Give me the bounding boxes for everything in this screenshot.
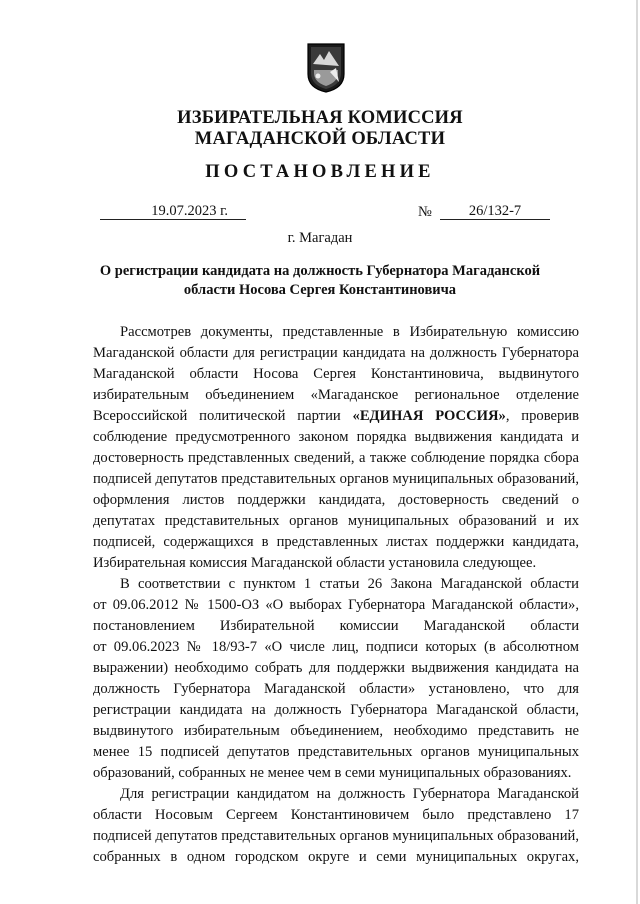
- body-text: [93, 322, 579, 868]
- coat-of-arms-emblem: [306, 42, 346, 94]
- number-sign: №: [418, 204, 432, 220]
- party-suffix: , проверив: [505, 408, 579, 424]
- paragraph-line: В соответствии с пунктом 1 статьи 26 Закона Магаданской области: [120, 576, 579, 592]
- paragraph-line: депутатах представительных органов муниципальных образований и их: [93, 513, 579, 529]
- paragraph-line: менее 15 подписей депутатов представительных органов муниципальных: [93, 744, 579, 760]
- party-text: Всероссийской политической партии: [93, 408, 341, 424]
- paragraph-line: постановлением Избирательной комиссии Магаданской области: [93, 618, 579, 634]
- page-edge-divider: [636, 0, 638, 904]
- document-number: 26/132-7: [440, 204, 550, 220]
- document-date: 19.07.2023 г.: [100, 204, 246, 220]
- party-name: «ЕДИНАЯ РОССИЯ»: [352, 408, 506, 424]
- paragraph-line: соблюдение предусмотренного законом порядка выдвижения кандидата и: [93, 429, 579, 445]
- paragraph-line: подписей, содержащихся в представленных листах поддержки кандидата,: [93, 534, 579, 550]
- paragraph-line: достоверность представленных сведений, а также соблюдение порядка сбора: [93, 450, 579, 466]
- org-title-line1: ИЗБИРАТЕЛЬНАЯ КОМИССИЯ: [177, 108, 463, 128]
- paragraph-line: Магаданской области для регистрации кандидата на должность Губернатора: [93, 345, 579, 361]
- paragraph-line: образований, собранных не менее чем в семи муниципальных образованиях.: [93, 765, 572, 781]
- paragraph-line: подписей депутатов представительных органов муниципальных образований,: [93, 471, 579, 487]
- paragraph-line: подписей депутатов представительных органов муниципальных образований,: [93, 828, 579, 844]
- paragraph-line: избирательным объединением «Магаданское региональное отделение: [93, 387, 579, 403]
- paragraph-line-with-party: [93, 406, 579, 427]
- paragraph-line: оформления листов поддержки кандидата, достоверность сведений о: [93, 492, 579, 508]
- document-type: ПОСТАНОВЛЕНИЕ: [205, 162, 435, 182]
- subject-line1: О регистрации кандидата на должность Губернатора Магаданской: [99, 263, 541, 279]
- paragraph-line: выражении) необходимо собрать для поддержки выдвижения кандидата на: [93, 660, 579, 676]
- paragraph-line: собранных в одном городском округе и семи муниципальных округах,: [93, 849, 579, 865]
- city-name: г. Магадан: [287, 230, 353, 246]
- paragraph-line: от 09.06.2023 № 18/93-7 «О числе лиц, подписи которых (в абсолютном: [93, 639, 579, 655]
- paragraph-line: регистрации кандидата на должность Губернатора Магаданской области,: [93, 702, 579, 718]
- paragraph-line: Магаданской области Носова Сергея Константиновича, выдвинутого: [93, 366, 579, 382]
- paragraph-line: Избирательная комиссия Магаданской области установила следующее.: [93, 555, 537, 571]
- paragraph-line: Для регистрации кандидатом на должность Губернатора Магаданской: [120, 786, 579, 802]
- paragraph-line: области Носовым Сергеем Константиновичем было представлено 17: [93, 807, 579, 823]
- paragraph-line: от 09.06.2012 № 1500-ОЗ «О выборах Губернатора Магаданской области»,: [93, 597, 579, 613]
- org-title-line2: МАГАДАНСКОЙ ОБЛАСТИ: [194, 129, 446, 149]
- paragraph-line: должность Губернатора Магаданской области» установлено, что для: [93, 681, 579, 697]
- subject-line2: области Носова Сергея Константиновича: [183, 282, 457, 298]
- paragraph-line: Рассмотрев документы, представленные в Избирательную комиссию: [120, 324, 579, 340]
- paragraph-line: выдвинутого избирательным объединением, необходимо представить не: [93, 723, 579, 739]
